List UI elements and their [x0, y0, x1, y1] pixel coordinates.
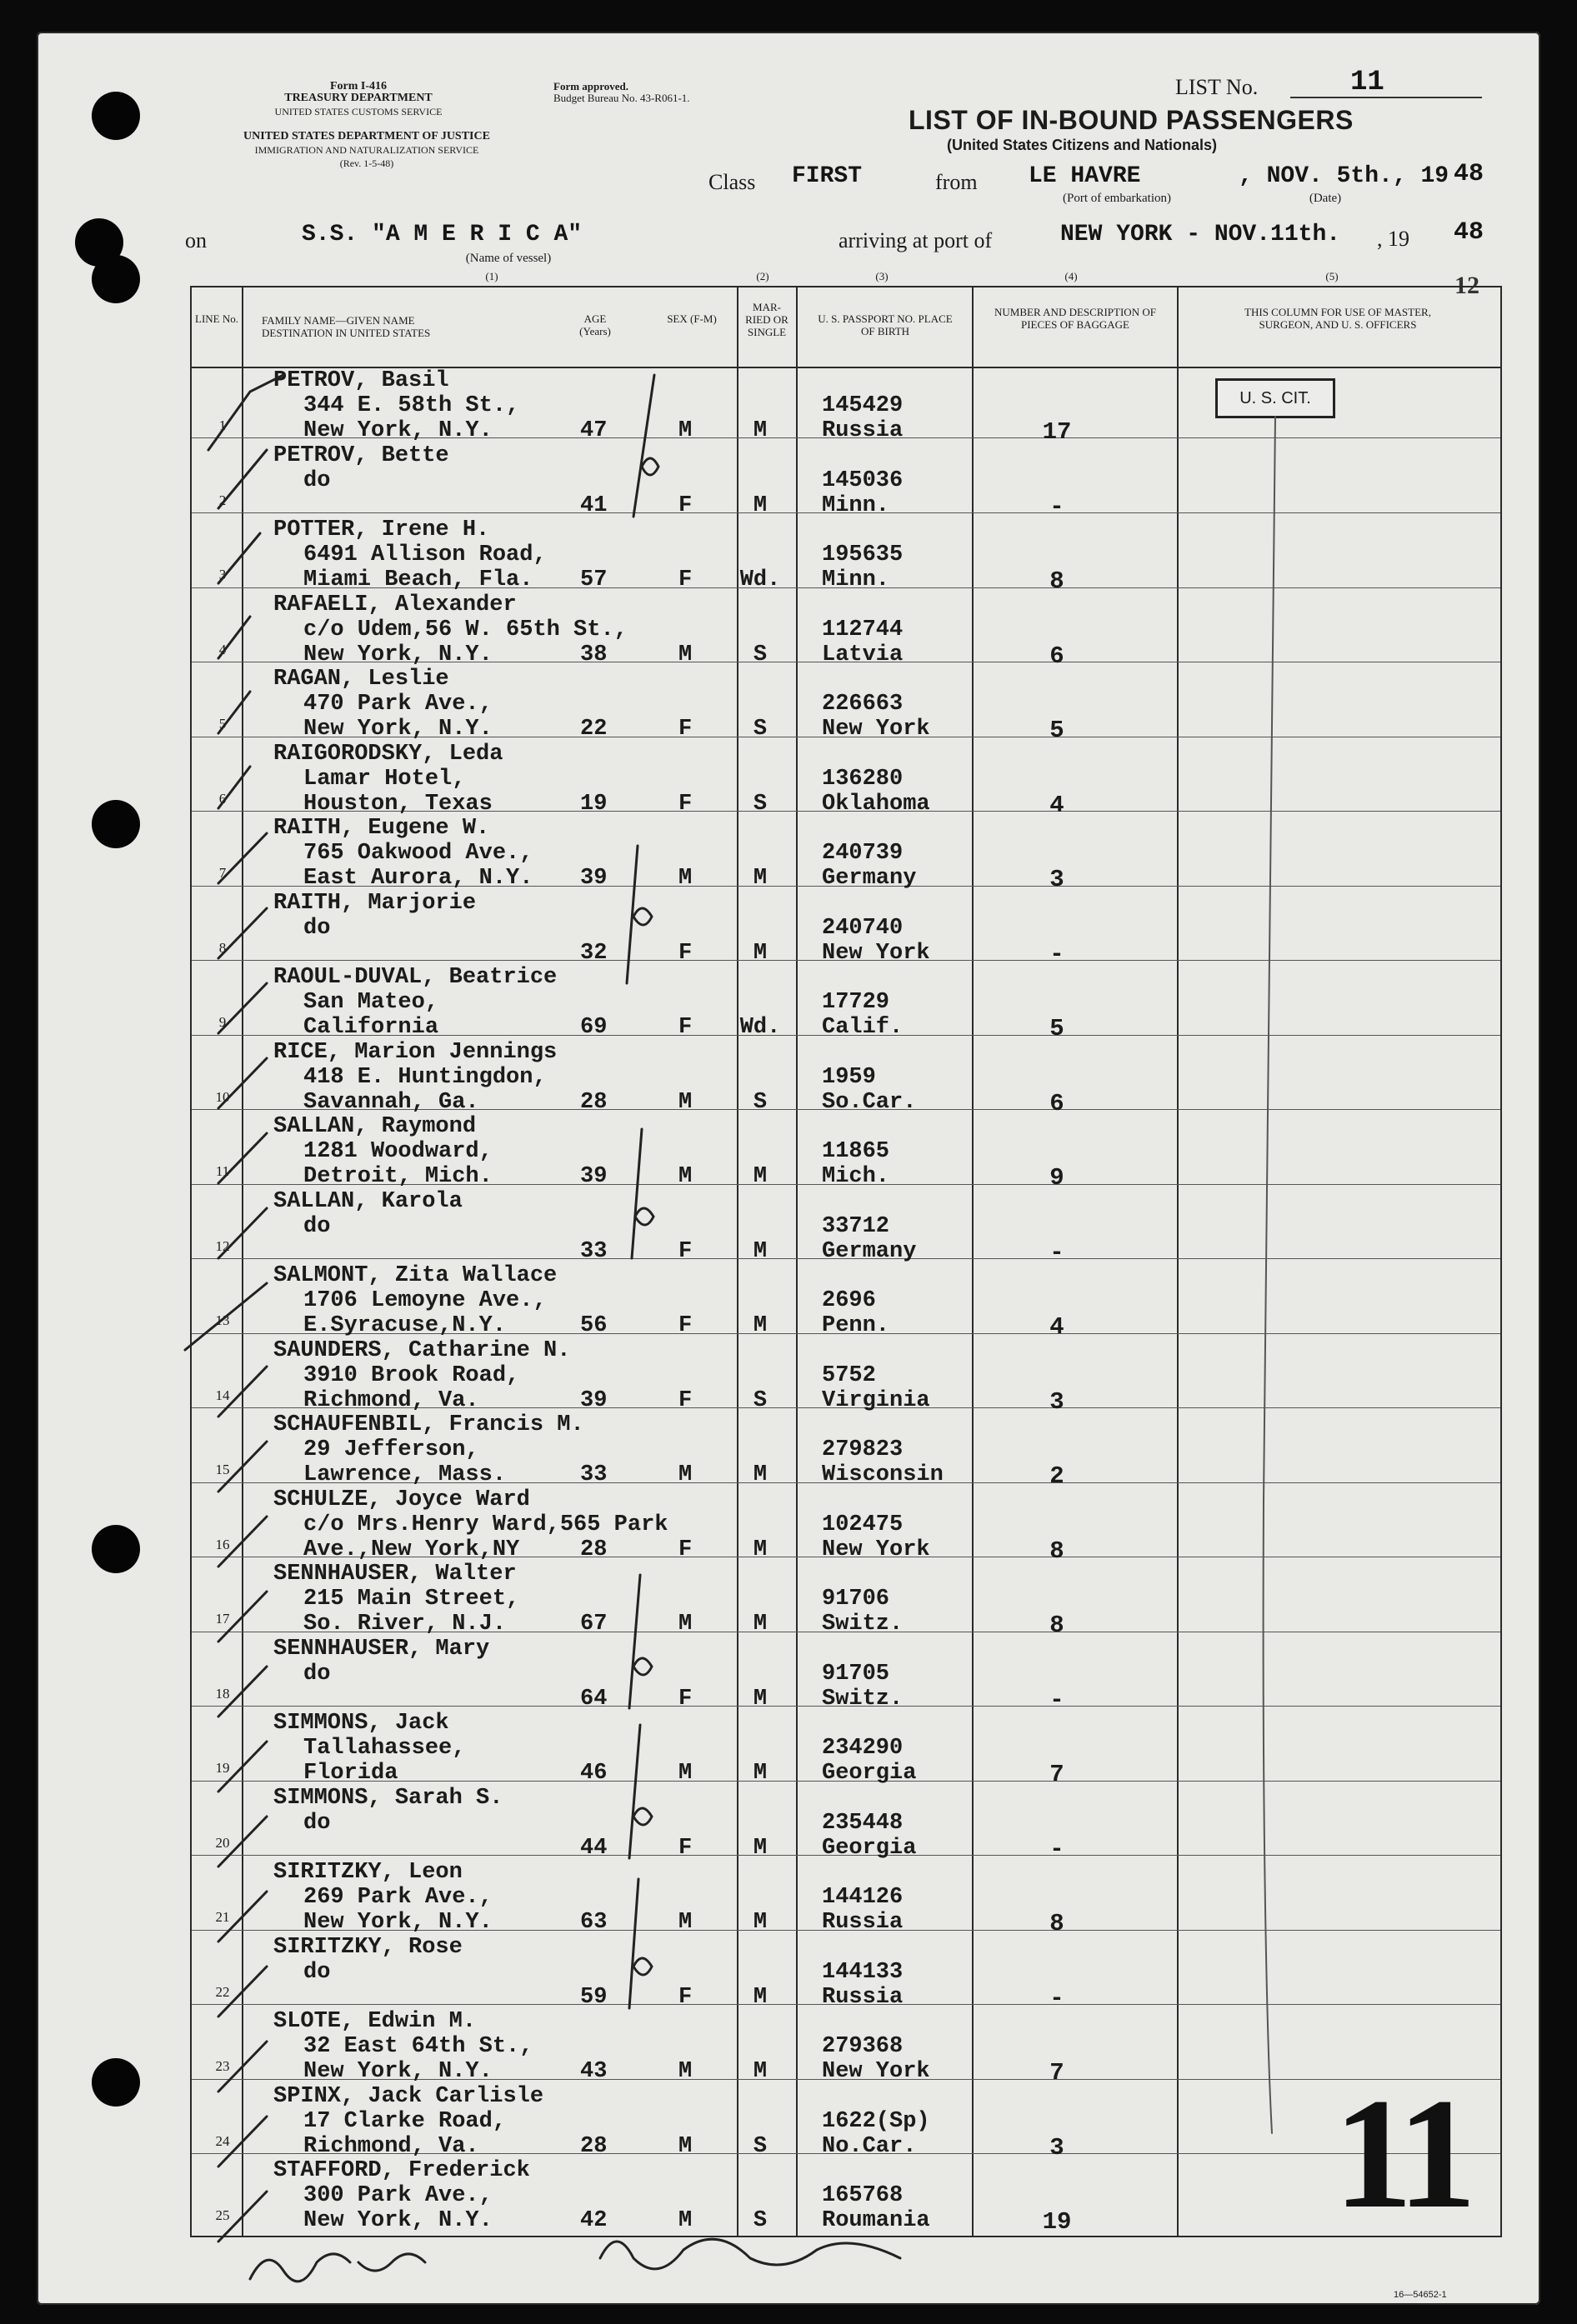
passport-number: 240740 [822, 916, 904, 941]
footer-code: 16—54652-1 [1394, 2290, 1447, 2300]
address-line-1: 29 Jefferson, [303, 1437, 479, 1462]
address-line-2: Ave.,New York,NY [303, 1537, 520, 1562]
place-of-birth: Switz. [822, 1687, 904, 1712]
marital-status: M [753, 2059, 768, 2084]
address-line-2: Richmond, Va. [303, 2134, 479, 2159]
address-line-2: Florida [303, 1761, 398, 1786]
baggage-count: - [1049, 1985, 1064, 2012]
sex: M [678, 642, 693, 667]
on-label: on [185, 228, 207, 252]
marital-status: S [753, 792, 768, 817]
baggage-count: - [1049, 1836, 1064, 1863]
passenger-name: SAUNDERS, Catharine N. [273, 1338, 571, 1363]
age: 47 [580, 418, 608, 443]
baggage-count: 8 [1049, 1537, 1064, 1565]
passport-number: 1622(Sp) [822, 2109, 930, 2134]
us-citizen-stamp: U. S. CIT. [1215, 378, 1335, 418]
marital-status: S [753, 2134, 768, 2159]
passport-number: 144133 [822, 1960, 904, 1985]
port-caption: (Port of embarkation) [1063, 192, 1171, 205]
passport-number: 279823 [822, 1437, 904, 1462]
passport-number: 1959 [822, 1065, 876, 1090]
col-num-5: (5) [1325, 270, 1339, 282]
place-of-birth: New York [822, 1537, 930, 1562]
place-of-birth: Georgia [822, 1761, 917, 1786]
age: 39 [580, 866, 608, 891]
line-number: 8 [218, 940, 227, 956]
passenger-name: SALLAN, Raymond [273, 1114, 477, 1139]
marital-status: S [753, 642, 768, 667]
passenger-name: SALMONT, Zita Wallace [273, 1263, 558, 1288]
sex: F [678, 493, 693, 518]
passenger-name: RAFAELI, Alexander [273, 592, 517, 617]
passport-number: 17729 [822, 990, 890, 1015]
address-line-1: 1281 Woodward, [303, 1139, 493, 1164]
passport-number: 144126 [822, 1885, 904, 1910]
place-of-birth: Penn. [822, 1313, 890, 1338]
passport-number: 226663 [822, 692, 904, 717]
passport-number: 136280 [822, 767, 904, 792]
age: 28 [580, 1537, 608, 1562]
line-number: 14 [215, 1387, 230, 1403]
line-number: 13 [215, 1312, 230, 1328]
passport-number: 234290 [822, 1736, 904, 1761]
passenger-name: RAITH, Eugene W. [273, 816, 490, 841]
baggage-count: 6 [1049, 1090, 1064, 1117]
address-line-1: Lamar Hotel, [303, 767, 466, 792]
class-label: Class [708, 170, 756, 194]
place-of-birth: Switz. [822, 1612, 904, 1637]
line-number: 23 [215, 2058, 230, 2074]
line-number: 20 [215, 1835, 230, 1851]
baggage-count: 4 [1049, 792, 1064, 819]
line-number: 25 [215, 2207, 230, 2223]
passenger-name: SENNHAUSER, Walter [273, 1562, 517, 1587]
passport-number: 235448 [822, 1811, 904, 1836]
age: 22 [580, 717, 608, 742]
line-number: 4 [218, 642, 227, 657]
departure-year: 48 [1454, 160, 1484, 188]
passport-number: 102475 [822, 1512, 904, 1537]
passenger-name: PETROV, Basil [273, 368, 449, 393]
col-num-1: (1) [485, 270, 498, 282]
age: 38 [580, 642, 608, 667]
passport-number: 11865 [822, 1139, 890, 1164]
address-line-1: 269 Park Ave., [303, 1885, 493, 1910]
address-line-2: Lawrence, Mass. [303, 1462, 507, 1487]
place-of-birth: Georgia [822, 1836, 917, 1861]
passport-number: 195635 [822, 542, 904, 567]
place-of-birth: Wisconsin [822, 1462, 944, 1487]
passenger-name: SCHAUFENBIL, Francis M. [273, 1412, 584, 1437]
age: 41 [580, 493, 608, 518]
marital-status: M [753, 1761, 768, 1786]
address-line-2: New York, N.Y. [303, 717, 493, 742]
sex: M [678, 1612, 693, 1637]
place-of-birth: So.Car. [822, 1090, 917, 1115]
address-line-2: New York, N.Y. [303, 1910, 493, 1935]
address-line-2: Savannah, Ga. [303, 1090, 479, 1115]
age: 69 [580, 1015, 608, 1040]
address-line-1: do [303, 916, 331, 941]
sex: F [678, 717, 693, 742]
address-line-2: East Aurora, N.Y. [303, 866, 533, 891]
sex: M [678, 866, 693, 891]
class-value: FIRST [792, 163, 863, 189]
passenger-name: SCHULZE, Joyce Ward [273, 1487, 530, 1512]
line-number: 21 [215, 1909, 230, 1925]
passport-number: 91705 [822, 1662, 890, 1687]
passport-number: 165768 [822, 2183, 904, 2208]
marital-status: M [753, 493, 768, 518]
passenger-name: PETROV, Bette [273, 443, 449, 468]
sex: M [678, 1761, 693, 1786]
dept-treasury: TREASURY DEPARTMENT [284, 92, 433, 104]
place-of-birth: Roumania [822, 2208, 930, 2233]
sex: M [678, 418, 693, 443]
baggage-count: 4 [1049, 1313, 1064, 1341]
address-line-1: 300 Park Ave., [303, 2183, 493, 2208]
baggage-count: 9 [1049, 1164, 1064, 1192]
age: 28 [580, 2134, 608, 2159]
address-line-1: 418 E. Huntingdon, [303, 1065, 547, 1090]
header-sex: SEX (F-M) [667, 312, 717, 325]
place-of-birth: Germany [822, 1239, 917, 1264]
sex: M [678, 2059, 693, 2084]
marital-status: M [753, 1462, 768, 1487]
line-number: 10 [215, 1089, 230, 1105]
address-line-1: 215 Main Street, [303, 1587, 520, 1612]
line-number: 5 [218, 716, 227, 732]
baggage-count: 5 [1049, 717, 1064, 744]
passenger-name: POTTER, Irene H. [273, 517, 490, 542]
place-of-birth: Russia [822, 418, 904, 443]
arrival-year-prefix: , 19 [1377, 227, 1409, 251]
place-of-birth: Russia [822, 1910, 904, 1935]
header-passport: U. S. PASSPORT NO. PLACE OF BIRTH [818, 312, 953, 337]
address-line-2: Houston, Texas [303, 792, 493, 817]
baggage-count: 17 [1042, 418, 1072, 446]
passenger-name: RICE, Marion Jennings [273, 1040, 558, 1065]
baggage-count: 5 [1049, 1015, 1064, 1042]
header-age: AGE (Years) [579, 312, 611, 337]
place-of-birth: New York [822, 941, 930, 966]
address-line-1: 765 Oakwood Ave., [303, 841, 533, 866]
baggage-count: 3 [1049, 866, 1064, 893]
line-number: 16 [215, 1537, 230, 1552]
sex: F [678, 1836, 693, 1861]
baggage-count: 19 [1042, 2208, 1072, 2236]
place-of-birth: Mich. [822, 1164, 890, 1189]
address-line-2: Richmond, Va. [303, 1388, 479, 1413]
header-married: MAR- RIED OR SINGLE [745, 301, 788, 338]
passport-number: 5752 [822, 1363, 876, 1388]
baggage-count: 8 [1049, 567, 1064, 595]
baggage-count: 7 [1049, 2059, 1064, 2087]
passport-number: 33712 [822, 1214, 890, 1239]
baggage-count: 6 [1049, 642, 1064, 670]
age: 42 [580, 2208, 608, 2233]
baggage-count: - [1049, 941, 1064, 968]
header-line-no: LINE No. [195, 312, 238, 325]
passenger-name: RAITH, Marjorie [273, 891, 477, 916]
baggage-count: 8 [1049, 1910, 1064, 1937]
address-line-2: California [303, 1015, 439, 1040]
address-line-2: Detroit, Mich. [303, 1164, 493, 1189]
form-title: LIST OF IN-BOUND PASSENGERS [909, 105, 1354, 135]
address-line-1: do [303, 468, 331, 493]
address-line-1: do [303, 1960, 331, 1985]
address-line-2: New York, N.Y. [303, 2208, 493, 2233]
col-num-4: (4) [1064, 270, 1078, 282]
sex: F [678, 1388, 693, 1413]
budget-bureau: Budget Bureau No. 43-R061-1. [553, 92, 690, 104]
address-line-1: Tallahassee, [303, 1736, 466, 1761]
address-line-1: c/o Udem,56 W. 65th St., [303, 617, 628, 642]
passenger-name: SIRITZKY, Rose [273, 1935, 463, 1960]
place-of-birth: Germany [822, 866, 917, 891]
baggage-count: - [1049, 493, 1064, 521]
age: 46 [580, 1761, 608, 1786]
marital-status: Wd. [739, 567, 781, 592]
passport-number: 145036 [822, 468, 904, 493]
sex: F [678, 1015, 693, 1040]
line-number: 2 [218, 492, 227, 508]
address-line-1: San Mateo, [303, 990, 439, 1015]
baggage-count: - [1049, 1239, 1064, 1267]
passenger-name: RAIGORODSKY, Leda [273, 742, 503, 767]
sex: M [678, 2134, 693, 2159]
address-line-2: New York, N.Y. [303, 642, 493, 667]
line-number: 1 [218, 417, 227, 433]
address-line-1: 3910 Brook Road, [303, 1363, 520, 1388]
address-line-1: 1706 Lemoyne Ave., [303, 1288, 547, 1313]
baggage-count: 8 [1049, 1612, 1064, 1639]
form-subtitle: (United States Citizens and Nationals) [947, 137, 1218, 153]
page-number-large: 11 [1334, 2067, 1470, 2242]
sex: F [678, 1537, 693, 1562]
address-line-2: Miami Beach, Fla. [303, 567, 533, 592]
line-number: 22 [215, 1984, 230, 2000]
marital-status: M [753, 866, 768, 891]
place-of-birth: New York [822, 717, 930, 742]
date-caption: (Date) [1309, 192, 1342, 205]
sex: M [678, 1462, 693, 1487]
line-number: 11 [215, 1163, 230, 1179]
dept-justice: UNITED STATES DEPARTMENT OF JUSTICE [243, 130, 490, 142]
sex: F [678, 941, 693, 966]
age: 33 [580, 1239, 608, 1264]
sex: F [678, 1985, 693, 2010]
address-line-2: E.Syracuse,N.Y. [303, 1313, 507, 1338]
sex: F [678, 1687, 693, 1712]
line-number: 18 [215, 1686, 230, 1702]
marital-status: Wd. [739, 1015, 781, 1040]
place-of-birth: Calif. [822, 1015, 904, 1040]
port-of-embarkation: LE HAVRE [1029, 163, 1141, 189]
passport-number: 240739 [822, 841, 904, 866]
from-label: from [935, 170, 978, 194]
sex: F [678, 792, 693, 817]
marital-status: M [753, 1313, 768, 1338]
address-line-1: 6491 Allison Road, [303, 542, 547, 567]
marital-status: M [753, 1164, 768, 1189]
marital-status: M [753, 941, 768, 966]
age: 63 [580, 1910, 608, 1935]
marital-status: S [753, 2208, 768, 2233]
passenger-name: SIMMONS, Sarah S. [273, 1786, 503, 1811]
address-line-2: So. River, N.J. [303, 1612, 507, 1637]
sex: M [678, 1164, 693, 1189]
line-number: 12 [215, 1238, 230, 1254]
marital-status: M [753, 1910, 768, 1935]
age: 39 [580, 1164, 608, 1189]
address-line-1: 344 E. 58th St., [303, 393, 520, 418]
marital-status: M [753, 1687, 768, 1712]
place-of-birth: Latvia [822, 642, 904, 667]
place-of-birth: No.Car. [822, 2134, 917, 2159]
sex: M [678, 1910, 693, 1935]
col-num-2: (2) [756, 270, 769, 282]
form-approved: Form approved. [553, 80, 629, 92]
address-line-1: 17 Clarke Road, [303, 2109, 507, 2134]
line-number: 19 [215, 1760, 230, 1776]
sex: F [678, 1239, 693, 1264]
baggage-count: 2 [1049, 1462, 1064, 1490]
marital-status: M [753, 1985, 768, 2010]
vessel-caption: (Name of vessel) [465, 252, 552, 265]
header-officers: THIS COLUMN FOR USE OF MASTER, SURGEON, AND U. S. OFFICERS [1244, 306, 1431, 331]
passenger-name: SIMMONS, Jack [273, 1711, 449, 1736]
line-number: 24 [215, 2133, 230, 2149]
age: 59 [580, 1985, 608, 2010]
line-number: 15 [215, 1462, 230, 1477]
passport-number: 112744 [822, 617, 904, 642]
address-line-2: New York, N.Y. [303, 418, 493, 443]
form-revision: (Rev. 1-5-48) [339, 157, 394, 169]
address-line-1: do [303, 1662, 331, 1687]
passport-number: 91706 [822, 1587, 890, 1612]
marital-status: S [753, 1388, 768, 1413]
arrival-year: 48 [1454, 218, 1484, 247]
marital-status: M [753, 1537, 768, 1562]
dept-customs: UNITED STATES CUSTOMS SERVICE [274, 106, 443, 117]
header-name: FAMILY NAME—GIVEN NAME DESTINATION IN UNITED STATES [262, 314, 431, 339]
age: 33 [580, 1462, 608, 1487]
line-number: 3 [218, 567, 227, 582]
arrival-port-date: NEW YORK - NOV.11th. [1060, 222, 1341, 247]
passenger-name: STAFFORD, Frederick [273, 2158, 530, 2183]
place-of-birth: Oklahoma [822, 792, 930, 817]
list-label: LIST No. [1175, 75, 1259, 99]
dept-immigration: IMMIGRATION AND NATURALIZATION SERVICE [254, 144, 479, 156]
address-line-1: 470 Park Ave., [303, 692, 493, 717]
marital-status: M [753, 1239, 768, 1264]
marital-status: M [753, 1612, 768, 1637]
passenger-name: RAGAN, Leslie [273, 667, 449, 692]
line-number: 9 [218, 1014, 227, 1030]
age: 44 [580, 1836, 608, 1861]
address-line-1: do [303, 1214, 331, 1239]
marital-status: S [753, 717, 768, 742]
passport-number: 279368 [822, 2034, 904, 2059]
line-number: 17 [215, 1611, 230, 1627]
place-of-birth: New York [822, 2059, 930, 2084]
age: 28 [580, 1090, 608, 1115]
baggage-count: - [1049, 1687, 1064, 1714]
address-line-1: c/o Mrs.Henry Ward,565 Park [303, 1512, 668, 1537]
passenger-name: SENNHAUSER, Mary [273, 1637, 490, 1662]
place-of-birth: Minn. [822, 567, 890, 592]
age: 64 [580, 1687, 608, 1712]
age: 39 [580, 1388, 608, 1413]
header-baggage: NUMBER AND DESCRIPTION OF PIECES OF BAGGAGE [994, 306, 1156, 331]
age: 57 [580, 567, 608, 592]
age: 32 [580, 941, 608, 966]
passport-number: 145429 [822, 393, 904, 418]
baggage-count: 3 [1049, 1388, 1064, 1416]
baggage-count: 3 [1049, 2134, 1064, 2162]
sex: F [678, 567, 693, 592]
marital-status: M [753, 1836, 768, 1861]
age: 67 [580, 1612, 608, 1637]
marital-status: S [753, 1090, 768, 1115]
place-of-birth: Minn. [822, 493, 890, 518]
form-number: Form I-416 [329, 80, 388, 92]
address-line-1: 32 East 64th St., [303, 2034, 533, 2059]
passenger-name: SPINX, Jack Carlisle [273, 2084, 544, 2109]
age: 19 [580, 792, 608, 817]
sex: M [678, 2208, 693, 2233]
address-line-1: do [303, 1811, 331, 1836]
page-mark: 12 [1454, 272, 1479, 299]
list-number: 11 [1350, 67, 1384, 98]
passenger-name: SALLAN, Karola [273, 1189, 463, 1214]
sex: M [678, 1090, 693, 1115]
baggage-count: 7 [1049, 1761, 1064, 1788]
place-of-birth: Virginia [822, 1388, 930, 1413]
passport-number: 2696 [822, 1288, 876, 1313]
address-line-2: New York, N.Y. [303, 2059, 493, 2084]
line-number: 6 [218, 791, 227, 807]
age: 56 [580, 1313, 608, 1338]
marital-status: M [753, 418, 768, 443]
passenger-name: SIRITZKY, Leon [273, 1860, 463, 1885]
age: 43 [580, 2059, 608, 2084]
sex: F [678, 1313, 693, 1338]
col-num-3: (3) [875, 270, 889, 282]
passenger-name: SLOTE, Edwin M. [273, 2009, 477, 2034]
vessel-name: S.S. "A M E R I C A" [302, 222, 583, 247]
departure-date: , NOV. 5th., 19 [1239, 163, 1449, 189]
place-of-birth: Russia [822, 1985, 904, 2010]
passenger-name: RAOUL-DUVAL, Beatrice [273, 965, 558, 990]
line-number: 7 [218, 865, 227, 881]
arriving-label: arriving at port of [839, 228, 993, 252]
